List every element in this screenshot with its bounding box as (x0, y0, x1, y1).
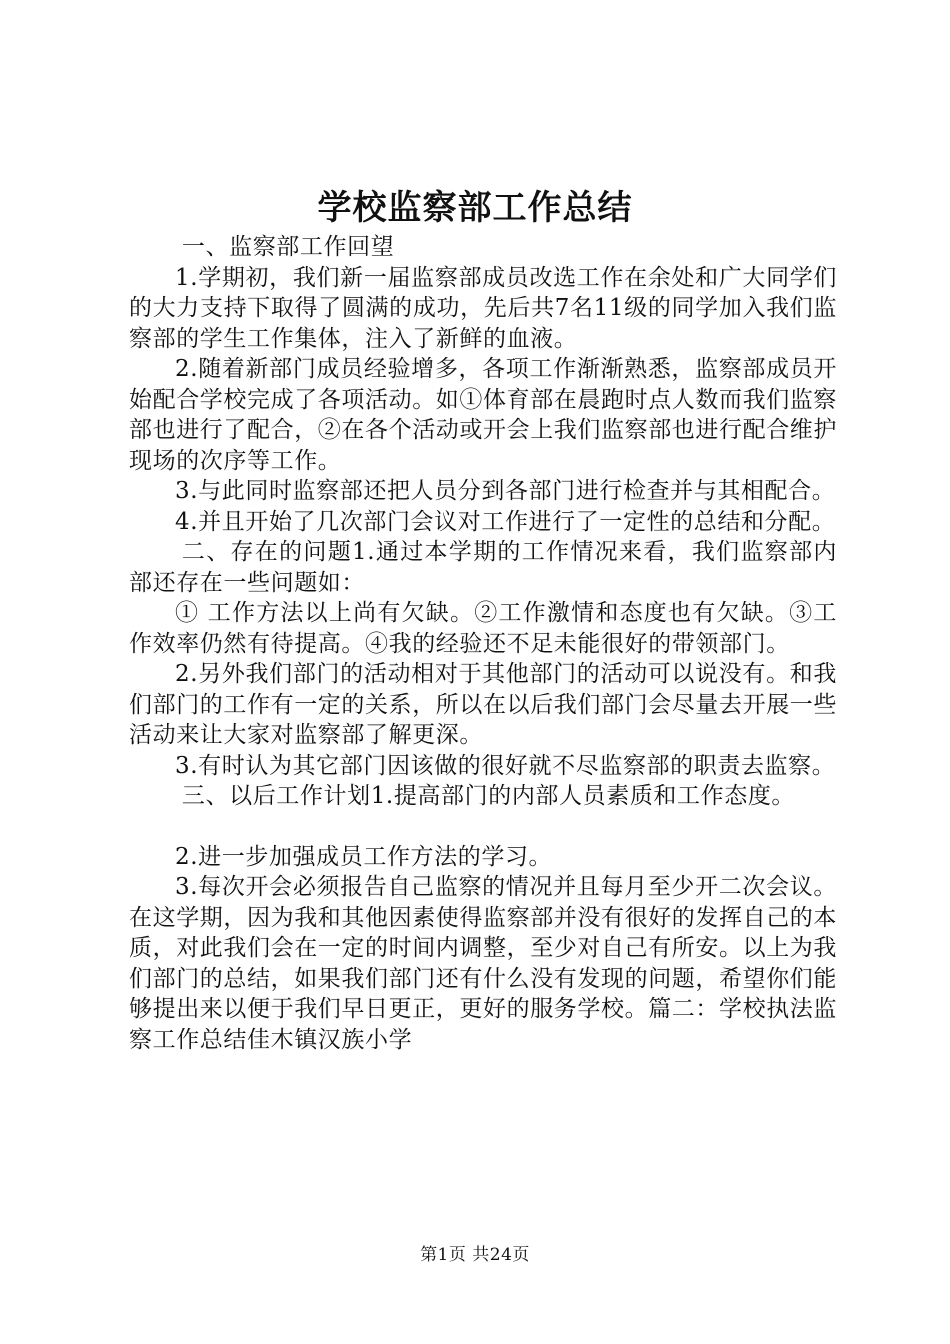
document-title: 学校监察部工作总结 (317, 188, 633, 228)
paragraph: 4.并且开始了几次部门会议对工作进行了一定性的总结和分配。 (175, 508, 836, 535)
section-heading-plan: 三、以后工作计划1.提高部门的内部人员素质和工作态度。 (181, 783, 796, 809)
section-heading-review: 一、监察部工作回望 (181, 234, 395, 260)
section-heading-problems: 二、存在的问题1.通过本学期的工作情况来看，我们监察部内部还存在一些问题如： (129, 539, 837, 596)
page-footer: 第1页 共24页 (420, 1245, 530, 1265)
paragraph: 1.学期初，我们新一届监察部成员改选工作在余处和广大同学们的大力支持下取得了圆满的成功，先后共7名11级的同学加入我们监察部的学生工作集体，注入了新鲜的血液。 (129, 264, 837, 352)
paragraph: 2.进一步加强成员工作方法的学习。 (175, 843, 553, 870)
paragraph: ① 工作方法以上尚有欠缺。②工作激情和态度也有欠缺。③工作效率仍然有待提高。④我的经验还不足未能很好的带领部门。 (129, 600, 837, 657)
paragraph: 2.随着新部门成员经验增多，各项工作渐渐熟悉，监察部成员开始配合学校完成了各项活动。如①体育部在晨跑时点人数而我们监察部也进行了配合，②在各个活动或开会上我们监察部也进行配合维护现场的次序等工作。 (129, 356, 837, 474)
paragraph: 3.有时认为其它部门因该做的很好就不尽监察部的职责去监察。 (175, 752, 836, 779)
paragraph: 3.每次开会必须报告自己监察的情况并且每月至少开二次会议。在这学期，因为我和其他因素使得监察部并没有很好的发挥自己的本质，对此我们会在一定的时间内调整，至少对自己有所安。以上为我们部门的总结，如果我们部门还有什么没有发现的问题，希望你们能够提出来以便于我们早日更正，更好的服务学校。篇二：学校执法监察工作总结佳木镇汉族小学 (129, 874, 837, 1053)
document-body (129, 232, 837, 1055)
paragraph: 3.与此同时监察部还把人员分到各部门进行检查并与其相配合。 (175, 478, 836, 504)
paragraph: 2.另外我们部门的活动相对于其他部门的活动可以说没有。和我们部门的工作有一定的关系，所以在以后我们部门会尽量去开展一些活动来让大家对监察部了解更深。 (129, 661, 837, 748)
